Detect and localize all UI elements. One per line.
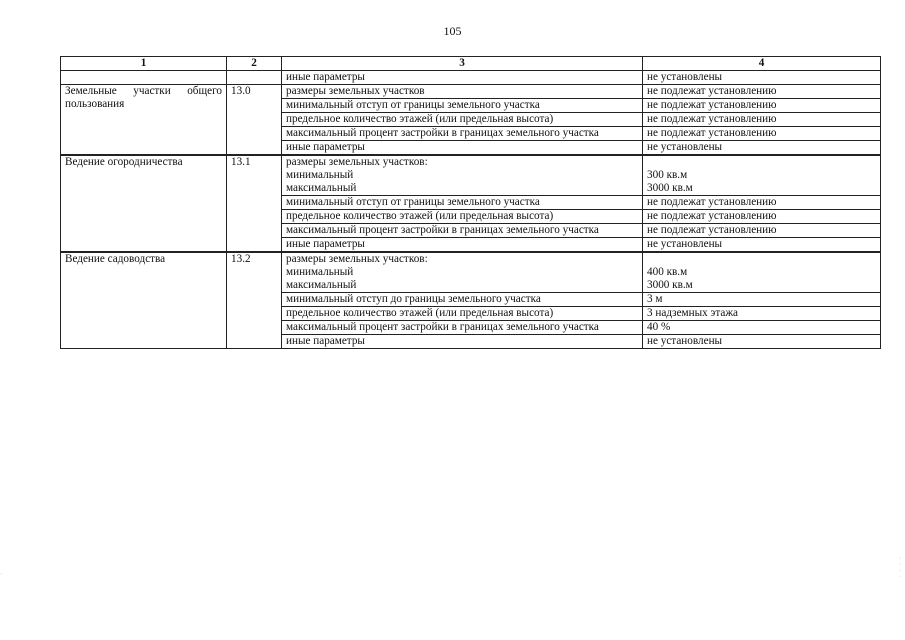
param-cell: максимальный процент застройки в границах земельного участка (282, 321, 643, 335)
value-cell: не подлежат установлению (643, 224, 881, 238)
scan-mark-right: · · · · (899, 556, 901, 580)
param-cell: иные параметры (282, 141, 643, 156)
value-cell: не установлены (643, 141, 881, 156)
param-cell: максимальный процент застройки в границах земельного участка (282, 127, 643, 141)
value-cell: 3 надземных этажа (643, 307, 881, 321)
value-cell: не подлежат установлению (643, 210, 881, 224)
value-cell (643, 252, 881, 293)
sizes-min-value: 400 кв.м (647, 266, 688, 278)
param-cell: иные параметры (282, 335, 643, 349)
value-cell: не установлены (643, 238, 881, 253)
param-cell: максимальный процент застройки в границах земельного участка (282, 224, 643, 238)
param-cell: минимальный отступ от границы земельного участка (282, 196, 643, 210)
table-row (61, 252, 881, 293)
param-cell: предельное количество этажей (или предельная высота) (282, 307, 643, 321)
table-row (61, 71, 881, 85)
table-row (61, 85, 881, 99)
param-cell: минимальный отступ до границы земельного участка (282, 293, 643, 307)
param-cell: минимальный отступ от границы земельного участка (282, 99, 643, 113)
header-col-1: 1 (61, 57, 227, 71)
value-cell: 40 % (643, 321, 881, 335)
value-cell: не подлежат установлению (643, 99, 881, 113)
empty-cell (227, 71, 282, 85)
land-use-name: Ведение садоводства (61, 252, 227, 349)
header-col-3: 3 (282, 57, 643, 71)
sizes-max-label: максимальный (286, 279, 357, 291)
sizes-max-label: максимальный (286, 182, 357, 194)
header-col-4: 4 (643, 57, 881, 71)
table-row (61, 155, 881, 196)
param-cell: размеры земельных участков (282, 85, 643, 99)
sizes-title: размеры земельных участков: (286, 253, 428, 265)
value-cell: не подлежат установлению (643, 196, 881, 210)
sizes-min-label: минимальный (286, 169, 354, 181)
param-cell: иные параметры (282, 238, 643, 253)
header-row (61, 57, 881, 71)
land-use-code: 13.0 (227, 85, 282, 156)
param-cell: предельное количество этажей (или предельная высота) (282, 113, 643, 127)
sizes-max-value: 3000 кв.м (647, 182, 693, 194)
header-col-2: 2 (227, 57, 282, 71)
value-cell: 3 м (643, 293, 881, 307)
value-cell: не подлежат установлению (643, 113, 881, 127)
sizes-min-value: 300 кв.м (647, 169, 688, 181)
land-use-name: Ведение огородничества (61, 155, 227, 252)
param-cell: иные параметры (282, 71, 643, 85)
sizes-max-value: 3000 кв.м (647, 279, 693, 291)
value-cell (643, 155, 881, 196)
scan-mark-left: · (0, 572, 2, 578)
page-number: 105 (443, 24, 462, 38)
value-cell: не установлены (643, 335, 881, 349)
land-use-name: Земельные участки общего пользования (61, 85, 227, 156)
sizes-title: размеры земельных участков: (286, 156, 428, 168)
param-cell: предельное количество этажей (или предельная высота) (282, 210, 643, 224)
land-use-code: 13.2 (227, 252, 282, 349)
value-cell: не подлежат установлению (643, 127, 881, 141)
value-cell: не установлены (643, 71, 881, 85)
param-cell (282, 155, 643, 196)
value-cell: не подлежат установлению (643, 85, 881, 99)
param-cell (282, 252, 643, 293)
land-use-code: 13.1 (227, 155, 282, 252)
empty-cell (61, 71, 227, 85)
parameters-table (60, 56, 881, 349)
sizes-min-label: минимальный (286, 266, 354, 278)
